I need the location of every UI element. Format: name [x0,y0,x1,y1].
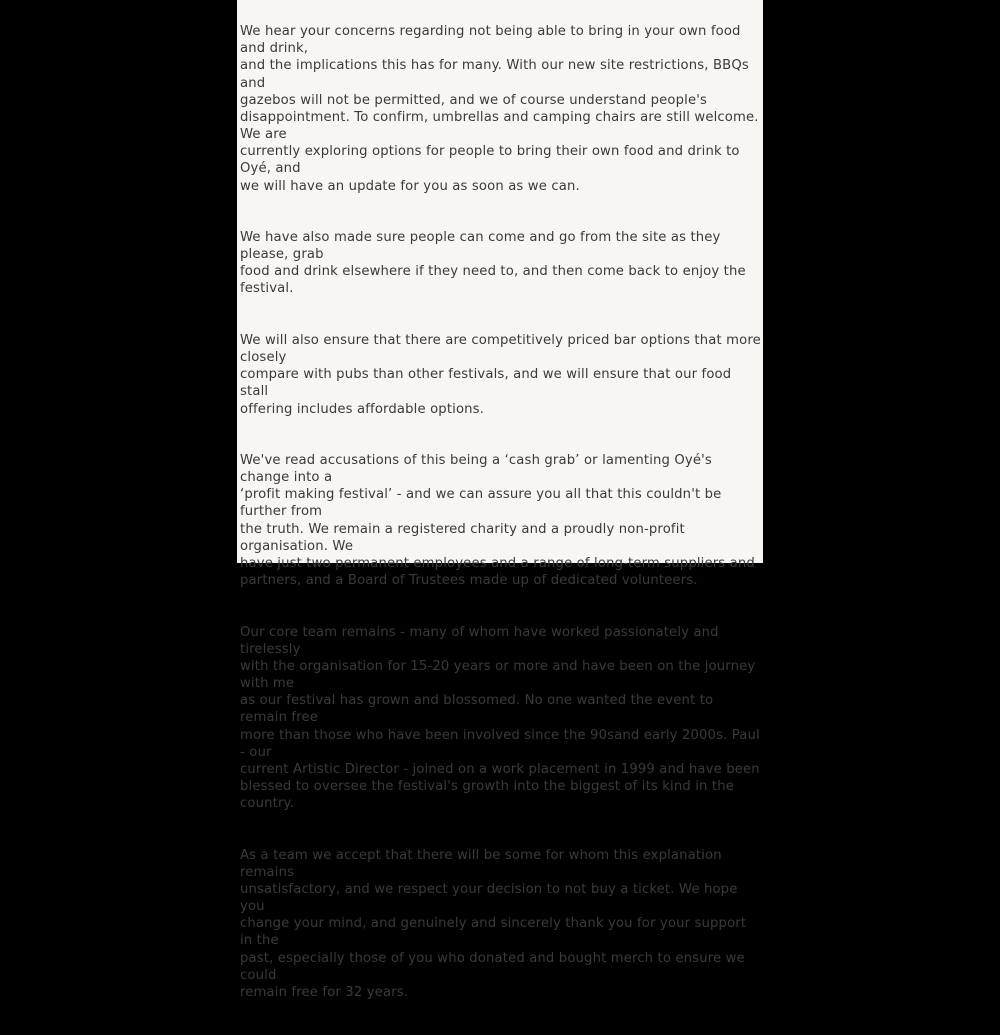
paragraph-come-and-go: We have also made sure people can come and go from the site as they please, grab food and drink elsewhere if they need to, and then come back to enjoy the festival. [240,230,746,297]
paragraph-closing: As a team we accept that there will be some for whom this explanation remains unsatisfactory, and we respect your decision to not buy a ticket. We hope you change your mind, and genuinely and sincerely thank you for your support in the past, especially those of you who donated and bought merch to ensure we could remain free for 32 years. [240,847,747,1000]
note-page [237,0,763,1000]
paragraph-food-and-drink: We hear your concerns regarding not being able to bring in your own food and drink, and the implications this has for many. With our new site restrictions, BBQs and gazebos will not be permitted, and we of course understand people's disappointment. To confirm, umbrellas and camping chairs are still welcome. We are currently exploring options for people to bring their own food and drink to Oyé, and we will have an update for you as soon as we can. [240,24,759,194]
note-body [240,6,762,1035]
paragraph-bar-prices: We will also ensure that there are competitively priced bar options that more closely compare with pubs than other festivals, and we will ensure that our food stall offering includes affordable options. [240,332,761,417]
paragraph-non-profit: We've read accusations of this being a ‘cash grab’ or lamenting Oyé's change into a ‘profit making festival’ - and we can assure you all that this couldn't be further from the truth. We remain a registered charity and a proudly non-profit organisation. We have just two permanent employees and a range of long-term suppliers and partners, and a Board of Trustees made up of dedicated volunteers. [240,453,755,589]
paragraph-core-team: Our core team remains - many of whom have worked passionately and tirelessly with the organisation for 15-20 years or more and have been on the journey with me as our festival has grown and blossomed. No one wanted the event to remain free more than those who have been involved since the 90sand early 2000s. Paul - our current Artistic Director - joined on a work placement in 1999 and have been blessed to oversee the festival's growth into the biggest of its kind in the country. [240,624,760,812]
